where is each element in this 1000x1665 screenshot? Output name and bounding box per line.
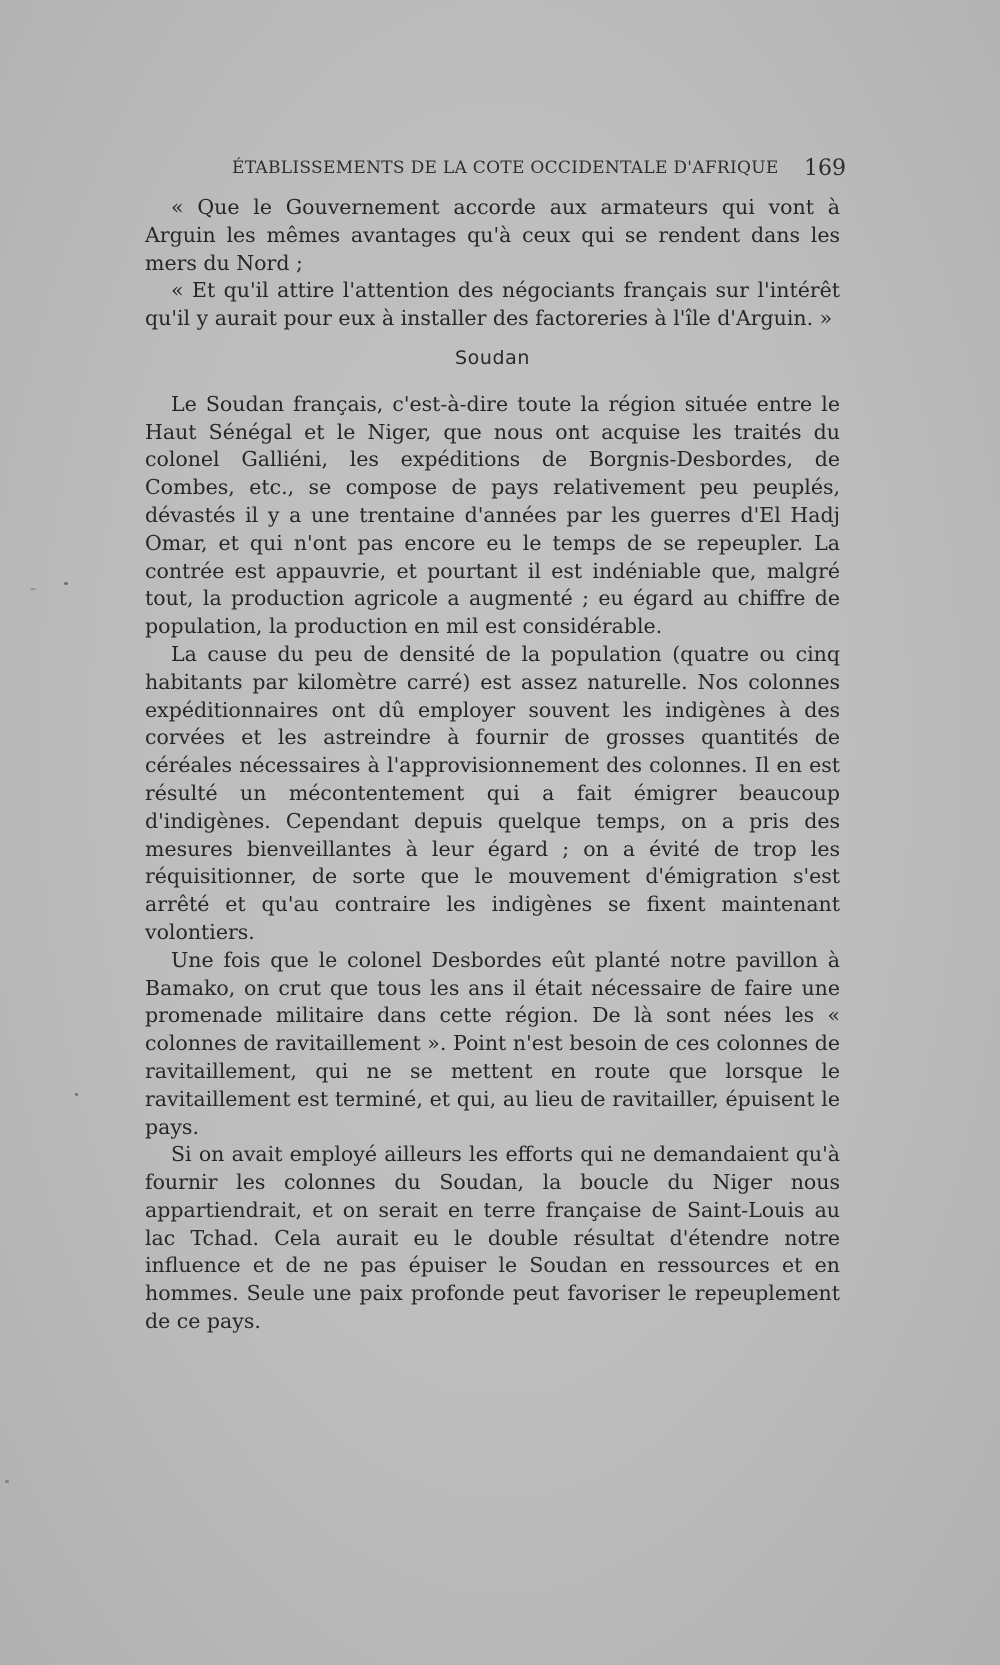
paper-speck — [30, 588, 36, 590]
paper-speck — [5, 1480, 9, 1483]
page-body — [145, 194, 840, 1336]
paragraph-quote-1: « Que le Gouvernement accorde aux armateurs qui vont à Arguin les mêmes avantages qu'à ceux qui se rendent dans les mers du Nord ; — [145, 195, 840, 275]
paragraph-soudan-4: Si on avait employé ailleurs les efforts qui ne demandaient qu'à fournir les colonnes du Soudan, la boucle du Niger nous appartiendrait, et on serait en terre française de Saint-Louis au lac Tchad. Cela aurait eu le double résultat d'étendre notre influence et de ne pas épuiser le Soudan en ressources et en hommes. Seule une paix profonde peut favoriser le repeuplement de ce pays. — [145, 1142, 840, 1334]
paragraph-soudan-1: Le Soudan français, c'est-à-dire toute la région située entre le Haut Sénégal et le Niger, que nous ont acquise les traités du colonel Galliéni, les expéditions de Borgnis-Desbordes, de Combes, etc., se compose de pays relativement peu peuplés, dévastés il y a une trentaine d'années par les guerres d'El Hadj Omar, et qui n'ont pas encore eu le temps de se repeupler. La contrée est appauvrie, et pourtant il est indéniable que, malgré tout, la production agricole a augmenté ; eu égard au chiffre de population, la production en mil est considérable. — [145, 391, 840, 639]
paper-speck — [75, 1093, 78, 1096]
paper-speck — [64, 582, 68, 585]
paragraph-quote-2: « Et qu'il attire l'attention des négociants français sur l'intérêt qu'il y aurait pour eux à installer des factoreries à l'île d'Arguin. » — [145, 278, 840, 331]
section-title: Soudan — [454, 346, 531, 369]
page-number: 169 — [804, 156, 846, 181]
paragraph-soudan-3: Une fois que le colonel Desbordes eût planté notre pavillon à Bamako, on crut que tous les ans il était nécessaire de faire une promenade militaire dans cette région. De là sont nées les « colonnes de ravitaillement ». Point n'est besoin de ces colonnes de ravitaillement, qui ne se mettent en route que lorsque le ravitaillement est terminé, et qui, au lieu de ravitailler, épuisent le pays. — [145, 947, 840, 1139]
running-header: ÉTABLISSEMENTS DE LA COTE OCCIDENTALE D'AFRIQUE — [232, 158, 779, 178]
paragraph-soudan-2: La cause du peu de densité de la population (quatre ou cinq habitants par kilomètre carré) est assez naturelle. Nos colonnes expéditionnaires ont dû employer souvent les indigènes à des corvées et les astreindre à fournir de grosses quantités de céréales nécessaires à l'approvisionnement des colonnes. Il en est résulté un mécontentement qui a fait émigrer beaucoup d'indigènes. Cependant depuis quelque temps, on a pris des mesures bienveillantes à leur égard ; on a évité de trop les réquisitionner, de sorte que le mouvement d'émigration s'est arrêté et qu'au contraire les indigènes se fixent maintenant volontiers. — [145, 641, 840, 944]
